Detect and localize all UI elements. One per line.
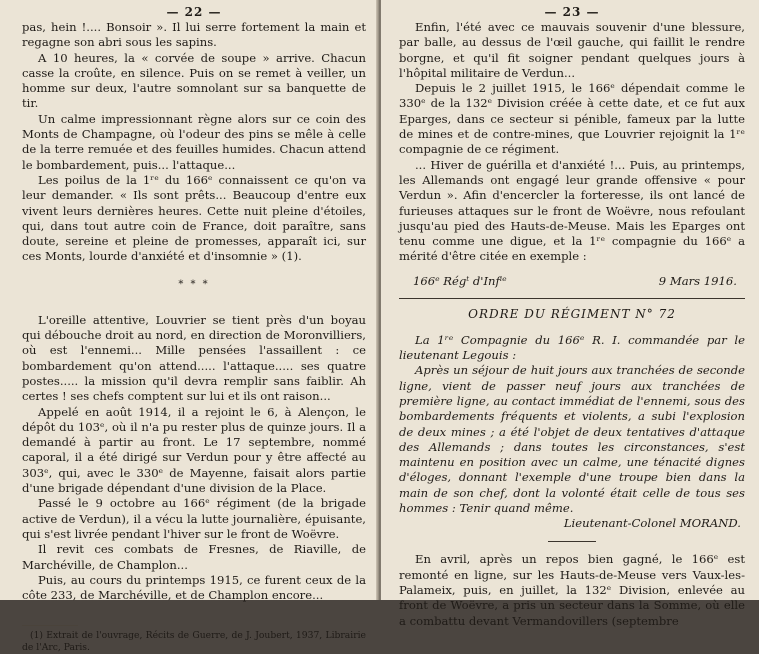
paragraph: Passé le 9 octobre au 166ᵉ régiment (de la brigade active de Verdun), il a vécu la lutte journalière, épuisante, qui s'est livrée pendant l'hiver sur le front de Woëvre.: [22, 496, 366, 541]
body-text: [22, 20, 366, 603]
paragraph: Enfin, l'été avec ce mauvais souvenir d'une blessure, par balle, au dessus de l'œil gauche, qui faillit le rendre borgne, et qu'il fit soigner pendant quelques jours à l'hôpital militaire de Verdun...: [399, 20, 745, 80]
paragraph: L'oreille attentive, Louvrier se tient près d'un boyau qui débouche droit au nord, en direction de Moronvilliers, où est l'ennemi... Mille pensées l'assaillent : ce bombardement qu'on attend..... l'attaque..... ses quatre postes..... la mission qu'il devra remplir sans faiblir. Ah certes ! ses chefs comptent sur lui et ils ont raison...: [22, 312, 366, 404]
dateline: [399, 274, 745, 289]
paragraph: Il revit ces combats de Fresnes, de Riaville, de Marchéville, de Champlon...: [22, 542, 366, 572]
paragraph: ... Hiver de guérilla et d'anxiété !... Puis, au printemps, les Allemands ont engagé leur grande offensive « pour Verdun ». Afin d'encercler la forteresse, ils ont lancé de furieuses attaques sur le front de Woëvre, nous refoulant jusqu'au pied des Hauts-de-Meuse. Mais les Eparges ont tenu comme une digue, et la 1ʳᵉ compagnie du 166ᵉ a mérité d'être citée en exemple :: [399, 157, 745, 264]
footnote-divider: [22, 625, 78, 626]
regiment-label: 166ᵉ Régᵗ d'Infⁱᵉ: [413, 273, 507, 288]
citation-paragraph: Après un séjour de huit jours aux tranchées de seconde ligne, vient de passer neuf jours aux tranchées de première ligne, au contact immédiat de l'ennemi, sous des bombardements fréquents et violents, a subi l'explosion de deux mines ; a été l'objet de deux tentatives d'attaque des Allemands ; dans toutes les circonstances, s'est maintenu en position avec un calme, une ténacité dignes d'éloges, donnant l'exemple d'une troupe bien dans la main de son chef, dont la volonté était celle de tous ses hommes : Tenir quand même.: [399, 363, 745, 516]
page-number: — 23 —: [544, 5, 600, 19]
horizontal-rule: [399, 298, 745, 299]
body-text: [399, 20, 745, 265]
order-date: 9 Mars 1916.: [658, 273, 737, 288]
paragraph: Depuis le 2 juillet 1915, le 166ᵉ dépendait comme le 330ᵉ de la 132ᵉ Division créée à cette date, et ce fut aux Eparges, dans ce secteur si pénible, fameux par la lutte de mines et de contre-mines, que Louvrier rejoignit la 1ʳᵉ compagnie de ce régiment.: [399, 81, 745, 157]
right-page: [381, 0, 759, 628]
paragraph: Appelé en août 1914, il a rejoint le 6, à Alençon, le dépôt du 103ᵉ, où il n'a pu rester plus de quinze jours. Il a demandé à partir au front. Le 17 septembre, nommé caporal, il a été dirigé sur Verdun pour y être affecté au 303ᵉ, qui, avec le 330ᵉ de Mayenne, faisait alors partie d'une brigade dépendant d'une division de la Place.: [22, 404, 366, 496]
paragraph: Un calme impressionnant règne alors sur ce coin des Monts de Champagne, où l'odeur des pins se mêle à celle de la terre remuée et des feuilles humides. Chacun attend le bombardement, puis... l'attaque...: [22, 111, 366, 172]
footnote-text: (1) Extrait de l'ouvrage, Récits de Guerre, de J. Joubert, 1937, Librairie de l'Arc, Paris.: [22, 630, 366, 654]
footnote: [22, 630, 366, 654]
section-separator: * * *: [178, 278, 210, 290]
signature: Lieutenant-Colonel MORAND.: [563, 516, 741, 531]
paragraph: A 10 heures, la « corvée de soupe » arrive. Chacun casse la croûte, en silence. Puis on se remet à veiller, un homme sur deux, l'autre somnolant sur sa banquette de tir.: [22, 50, 366, 111]
body-text: [399, 552, 745, 628]
left-page: [0, 0, 378, 654]
citation-paragraph: La 1ʳᵉ Compagnie du 166ᵉ R. I. commandée par le lieutenant Legouis :: [399, 332, 745, 363]
paragraph: pas, hein !.... Bonsoir ». Il lui serre fortement la main et regagne son abri sous les sapins.: [22, 20, 366, 50]
paragraph: Les poilus de la 1ʳᵉ du 166ᵉ connaissent ce qu'on va leur demander. « Ils sont prêts... Beaucoup d'entre eux vivent leurs dernières heures. Cette nuit pleine d'étoiles, qui, dans tout autre coin de France, doit paraître, sans doute, sereine et pleine de promesses, apparaît ici, sur ces Monts, lourde d'anxiété et d'insomnie » (1).: [22, 172, 366, 264]
order-title: ORDRE DU RÉGIMENT N° 72: [468, 306, 676, 321]
paragraph: Puis, au cours du printemps 1915, ce furent ceux de la côte 233, de Marchéville, et de Champlon encore...: [22, 572, 366, 603]
horizontal-rule-short: [548, 541, 596, 542]
page-number: — 22 —: [166, 5, 222, 19]
paragraph: En avril, après un repos bien gagné, le 166ᵉ est remonté en ligne, sur les Hauts-de-Meuse vers Vaux-les-Palameix, puis, en juillet, la 132ᵉ Division, enlevée au front de Woëvre, a pris un secteur dans la Somme, où elle a combattu devant Vermandovillers (septembre: [399, 552, 745, 628]
citation-text: [399, 333, 745, 517]
